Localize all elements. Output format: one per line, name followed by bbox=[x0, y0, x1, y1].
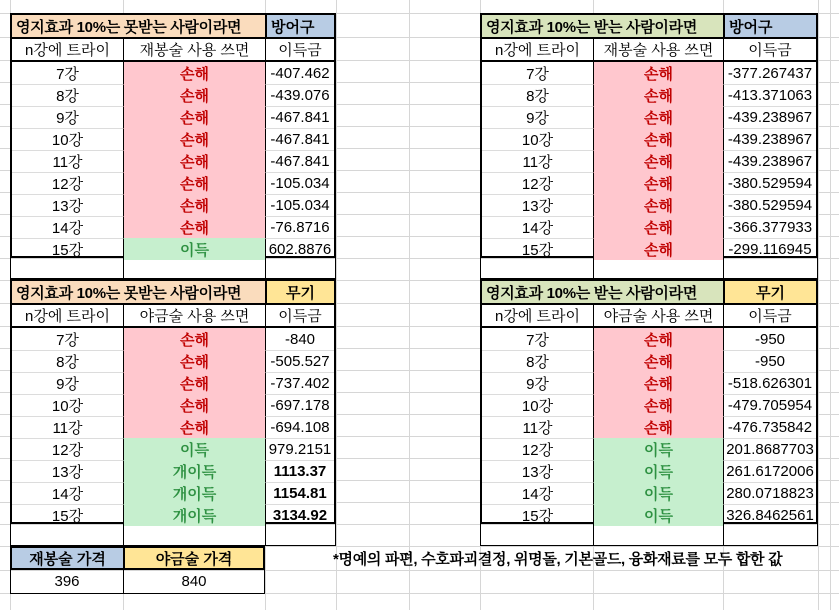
tier-cell[interactable]: 14강 bbox=[12, 216, 123, 238]
tier-cell[interactable]: 11강 bbox=[12, 150, 123, 172]
amount-cell[interactable]: 979.2151 bbox=[265, 438, 334, 460]
amount-cell[interactable]: -518.626301 bbox=[723, 372, 816, 394]
tier-cell[interactable]: 15강 bbox=[12, 504, 123, 526]
tier-cell[interactable]: 8강 bbox=[482, 350, 593, 372]
verdict-cell[interactable]: 손해 bbox=[593, 84, 723, 106]
verdict-cell[interactable]: 손해 bbox=[123, 150, 265, 172]
verdict-cell[interactable]: 손해 bbox=[593, 62, 723, 84]
verdict-cell[interactable]: 손해 bbox=[123, 194, 265, 216]
price-values-row bbox=[10, 570, 265, 594]
verdict-cell[interactable]: 손해 bbox=[123, 106, 265, 128]
column-header-profit[interactable]: 이득금 bbox=[265, 305, 334, 326]
verdict-cell[interactable]: 손해 bbox=[123, 62, 265, 84]
verdict-cell[interactable]: 손해 bbox=[593, 216, 723, 238]
tier-cell[interactable]: 14강 bbox=[482, 216, 593, 238]
amount-cell[interactable]: -476.735842 bbox=[723, 416, 816, 438]
amount-cell[interactable]: 602.8876 bbox=[265, 238, 334, 260]
verdict-cell[interactable]: 손해 bbox=[123, 350, 265, 372]
gridline bbox=[818, 0, 819, 610]
verdict-cell[interactable]: 개이득 bbox=[123, 482, 265, 504]
tier-cell[interactable]: 15강 bbox=[12, 238, 123, 260]
amount-cell[interactable]: 326.8462561 bbox=[723, 504, 816, 526]
verdict-cell[interactable]: 손해 bbox=[593, 350, 723, 372]
empty-bordered-row bbox=[480, 258, 818, 279]
amount-cell[interactable]: -467.841 bbox=[265, 106, 334, 128]
verdict-cell[interactable]: 이득 bbox=[123, 238, 265, 260]
tier-cell[interactable]: 7강 bbox=[56, 331, 79, 349]
empty-bordered-row bbox=[480, 524, 818, 546]
tier-cell[interactable]: 11강 bbox=[482, 416, 593, 438]
tier-cell[interactable]: 10강 bbox=[12, 128, 123, 150]
price-table bbox=[10, 546, 265, 570]
table-category-cell[interactable]: 방어구 bbox=[723, 15, 816, 37]
amount-cell[interactable]: -439.238967 bbox=[723, 150, 816, 172]
amount-cell[interactable]: 1113.37 bbox=[265, 460, 334, 482]
tier-cell[interactable]: 15강 bbox=[482, 504, 593, 526]
amount-cell[interactable]: -76.8716 bbox=[265, 216, 334, 238]
tier-cell[interactable]: 11강 bbox=[482, 150, 593, 172]
amount-cell[interactable]: -697.178 bbox=[265, 394, 334, 416]
verdict-cell[interactable]: 손해 bbox=[123, 216, 265, 238]
tier-cell[interactable]: 8강 bbox=[12, 84, 123, 106]
tier-cell[interactable]: 11강 bbox=[12, 416, 123, 438]
verdict-cell[interactable]: 손해 bbox=[593, 238, 723, 260]
verdict-cell[interactable]: 이득 bbox=[593, 482, 723, 504]
verdict-cell[interactable]: 손해 bbox=[123, 128, 265, 150]
amount-cell[interactable]: -467.841 bbox=[265, 128, 334, 150]
amount-cell[interactable]: -366.377933 bbox=[723, 216, 816, 238]
verdict-cell[interactable]: 손해 bbox=[123, 328, 265, 350]
tier-cell[interactable]: 12강 bbox=[482, 172, 593, 194]
amount-cell[interactable]: 261.6172006 bbox=[723, 460, 816, 482]
amount-cell[interactable]: -479.705954 bbox=[723, 394, 816, 416]
amount-cell[interactable]: -694.108 bbox=[265, 416, 334, 438]
metallurgy-price-value[interactable]: 840 bbox=[123, 570, 264, 593]
tier-cell[interactable]: 9강 bbox=[482, 372, 593, 394]
tier-cell[interactable]: 12강 bbox=[12, 438, 123, 460]
verdict-cell[interactable]: 손해 bbox=[593, 394, 723, 416]
column-header-tier[interactable]: n강에 트라이 bbox=[495, 42, 580, 59]
tier-cell[interactable]: 14강 bbox=[482, 482, 593, 504]
footnote: *명예의 파편, 수호파괴결정, 위명돌, 기본골드, 융화재료를 모두 합한 값 bbox=[333, 550, 783, 568]
verdict-cell[interactable]: 손해 bbox=[593, 128, 723, 150]
tier-cell[interactable]: 13강 bbox=[12, 194, 123, 216]
column-header-tier[interactable]: n강에 트라이 bbox=[25, 42, 110, 59]
verdict-cell[interactable]: 손해 bbox=[593, 372, 723, 394]
tier-cell[interactable]: 10강 bbox=[482, 128, 593, 150]
verdict-cell[interactable]: 이득 bbox=[593, 460, 723, 482]
tier-cell[interactable]: 9강 bbox=[12, 372, 123, 394]
amount-cell[interactable]: -950 bbox=[723, 350, 816, 372]
tier-cell[interactable]: 7강 bbox=[526, 331, 549, 349]
amount-cell[interactable]: -505.527 bbox=[265, 350, 334, 372]
tier-cell[interactable]: 12강 bbox=[482, 438, 593, 460]
column-header-profit[interactable]: 이득금 bbox=[723, 39, 816, 60]
amount-cell[interactable]: -737.402 bbox=[265, 372, 334, 394]
verdict-cell[interactable]: 손해 bbox=[593, 172, 723, 194]
table-title-cell[interactable]: 영지효과 10%는 받는 사람이라면 bbox=[482, 15, 723, 37]
column-header-skill[interactable]: 재봉술 사용 쓰면 bbox=[123, 39, 265, 60]
tier-cell[interactable]: 8강 bbox=[12, 350, 123, 372]
verdict-cell[interactable]: 손해 bbox=[593, 194, 723, 216]
column-header-profit[interactable]: 이득금 bbox=[723, 305, 816, 326]
amount-cell[interactable]: -439.076 bbox=[265, 84, 334, 106]
amount-cell[interactable]: -380.529594 bbox=[723, 194, 816, 216]
amount-cell[interactable]: -439.238967 bbox=[723, 106, 816, 128]
tier-cell[interactable]: 10강 bbox=[482, 394, 593, 416]
column-header-tier[interactable]: n강에 트라이 bbox=[495, 308, 580, 325]
verdict-cell[interactable]: 이득 bbox=[593, 438, 723, 460]
tier-cell[interactable]: 9강 bbox=[482, 106, 593, 128]
table-title-cell[interactable]: 영지효과 10%는 못받는 사람이라면 bbox=[12, 281, 265, 303]
table-weapon-with-buff bbox=[480, 279, 818, 524]
tier-cell[interactable]: 12강 bbox=[12, 172, 123, 194]
amount-cell[interactable]: -439.238967 bbox=[723, 128, 816, 150]
amount-cell[interactable]: -377.267437 bbox=[723, 62, 816, 84]
column-header-skill[interactable]: 재봉술 사용 쓰면 bbox=[593, 39, 723, 60]
verdict-cell[interactable]: 손해 bbox=[593, 106, 723, 128]
verdict-cell[interactable]: 개이득 bbox=[123, 504, 265, 526]
tier-cell[interactable]: 13강 bbox=[12, 460, 123, 482]
tier-cell[interactable]: 10강 bbox=[12, 394, 123, 416]
verdict-cell[interactable]: 손해 bbox=[123, 84, 265, 106]
table-armor-with-buff bbox=[480, 13, 818, 258]
table-title-cell[interactable]: 영지효과 10%는 못받는 사람이라면 bbox=[12, 15, 265, 37]
amount-cell[interactable]: -105.034 bbox=[265, 172, 334, 194]
table-category-cell[interactable]: 무기 bbox=[723, 281, 816, 303]
table-weapon-no-buff bbox=[10, 279, 336, 524]
amount-cell[interactable]: 1154.81 bbox=[265, 482, 334, 504]
verdict-cell[interactable]: 손해 bbox=[123, 416, 265, 438]
column-header-skill[interactable]: 야금술 사용 쓰면 bbox=[593, 305, 723, 326]
verdict-cell[interactable]: 손해 bbox=[593, 150, 723, 172]
verdict-cell[interactable]: 손해 bbox=[593, 328, 723, 350]
amount-cell[interactable]: -299.116945 bbox=[723, 238, 816, 260]
gridline bbox=[409, 0, 410, 610]
table-category-cell[interactable]: 방어구 bbox=[265, 15, 334, 37]
tier-cell[interactable]: 15강 bbox=[482, 238, 593, 260]
amount-cell[interactable]: 3134.92 bbox=[265, 504, 334, 526]
tier-cell[interactable]: 9강 bbox=[12, 106, 123, 128]
column-header-tier[interactable]: n강에 트라이 bbox=[25, 308, 110, 325]
tier-cell[interactable]: 13강 bbox=[482, 194, 593, 216]
table-category-cell[interactable]: 무기 bbox=[265, 281, 334, 303]
empty-bordered-row bbox=[10, 524, 336, 546]
tier-cell[interactable]: 7강 bbox=[56, 65, 79, 83]
amount-cell[interactable]: -407.462 bbox=[265, 62, 334, 84]
verdict-cell[interactable]: 개이득 bbox=[123, 460, 265, 482]
verdict-cell[interactable]: 이득 bbox=[123, 438, 265, 460]
amount-cell[interactable]: -840 bbox=[265, 328, 334, 350]
tier-cell[interactable]: 7강 bbox=[526, 65, 549, 83]
verdict-cell[interactable]: 손해 bbox=[123, 394, 265, 416]
amount-cell[interactable]: 280.0718823 bbox=[723, 482, 816, 504]
verdict-cell[interactable]: 손해 bbox=[593, 416, 723, 438]
verdict-cell[interactable]: 이득 bbox=[593, 504, 723, 526]
amount-cell[interactable]: -950 bbox=[723, 328, 816, 350]
column-header-profit[interactable]: 이득금 bbox=[265, 39, 334, 60]
amount-cell[interactable]: -467.841 bbox=[265, 150, 334, 172]
amount-cell[interactable]: -413.371063 bbox=[723, 84, 816, 106]
amount-cell[interactable]: 201.8687703 bbox=[723, 438, 816, 460]
tier-cell[interactable]: 13강 bbox=[482, 460, 593, 482]
tier-cell[interactable]: 14강 bbox=[12, 482, 123, 504]
empty-bordered-row bbox=[10, 258, 336, 279]
table-armor-no-buff bbox=[10, 13, 336, 258]
sewing-price-header[interactable]: 재봉술 가격 bbox=[12, 548, 123, 568]
column-header-skill[interactable]: 야금술 사용 쓰면 bbox=[123, 305, 265, 326]
amount-cell[interactable]: -105.034 bbox=[265, 194, 334, 216]
verdict-cell[interactable]: 손해 bbox=[123, 172, 265, 194]
gridline bbox=[830, 0, 831, 610]
sewing-price-value[interactable]: 396 bbox=[54, 573, 80, 590]
gridline bbox=[336, 0, 337, 610]
table-title-cell[interactable]: 영지효과 10%는 받는 사람이라면 bbox=[482, 281, 723, 303]
amount-cell[interactable]: -380.529594 bbox=[723, 172, 816, 194]
verdict-cell[interactable]: 손해 bbox=[123, 372, 265, 394]
metallurgy-price-header[interactable]: 야금술 가격 bbox=[123, 548, 263, 568]
tier-cell[interactable]: 8강 bbox=[482, 84, 593, 106]
